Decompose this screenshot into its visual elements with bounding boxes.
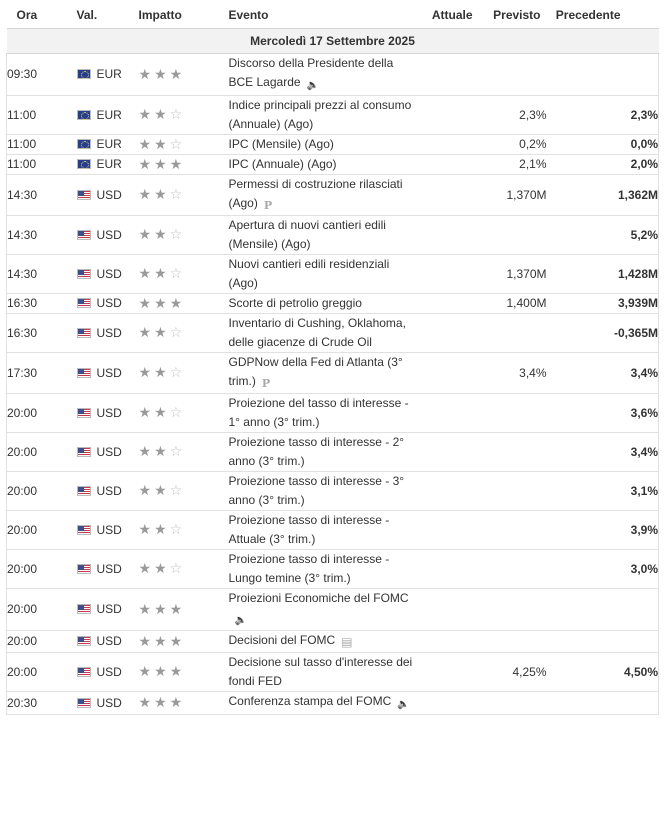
star-filled-icon: ★ — [169, 155, 186, 172]
event-cell[interactable] — [229, 393, 415, 432]
event-previous: 2,0% — [547, 154, 659, 174]
event-cell[interactable] — [229, 652, 415, 691]
event-name[interactable]: Proiezione tasso di interesse - Attuale (3° trim.) — [228, 512, 390, 546]
event-currency: USD — [96, 325, 122, 340]
star-empty-icon: ☆ — [169, 135, 186, 152]
event-row[interactable] — [7, 134, 659, 154]
impact-rating — [139, 588, 229, 630]
event-time: 14:30 — [7, 174, 77, 215]
event-currency: USD — [96, 561, 122, 576]
event-currency: USD — [96, 227, 122, 242]
event-currency: EUR — [96, 107, 122, 122]
event-cell[interactable] — [229, 313, 415, 352]
event-cell[interactable] — [229, 254, 415, 293]
event-actual — [415, 510, 479, 549]
event-name[interactable]: Proiezione tasso di interesse - Lungo temine (3° trim.) — [228, 551, 390, 585]
event-name[interactable]: Indice principali prezzi al consumo (Annuale) (Ago) — [228, 97, 412, 131]
event-previous: 3,6% — [547, 393, 659, 432]
star-filled-icon: ★ — [154, 560, 170, 576]
star-filled-icon: ★ — [154, 324, 170, 340]
event-currency-cell — [77, 510, 139, 549]
star-filled-icon: ★ — [154, 226, 170, 242]
impact-rating — [139, 652, 229, 691]
event-currency-cell — [77, 154, 139, 174]
event-cell[interactable] — [229, 549, 415, 588]
event-currency: USD — [96, 483, 122, 498]
event-currency-cell — [77, 134, 139, 154]
eu-flag-icon — [77, 139, 91, 149]
star-empty-icon: ☆ — [169, 265, 186, 281]
star-filled-icon: ★ — [138, 106, 155, 122]
us-flag-icon — [77, 368, 91, 378]
event-actual — [415, 154, 479, 174]
event-previous — [547, 588, 659, 630]
event-currency: USD — [96, 444, 122, 459]
event-currency: USD — [96, 365, 122, 380]
header-row — [7, 3, 659, 28]
event-actual — [415, 432, 479, 471]
star-filled-icon: ★ — [138, 521, 155, 537]
event-time: 20:00 — [7, 510, 77, 549]
event-currency-cell — [77, 254, 139, 293]
star-filled-icon: ★ — [154, 135, 170, 152]
event-forecast — [479, 691, 547, 714]
speaker-icon[interactable]: 🔈 — [306, 79, 319, 91]
star-filled-icon: ★ — [169, 294, 186, 311]
star-filled-icon: ★ — [169, 632, 186, 649]
event-name[interactable]: IPC (Annuale) (Ago) — [228, 156, 337, 171]
us-flag-icon — [77, 447, 91, 457]
event-forecast: 3,4% — [479, 352, 547, 393]
event-forecast — [479, 510, 547, 549]
event-actual — [415, 630, 479, 652]
event-currency: USD — [96, 296, 122, 310]
us-flag-icon — [77, 698, 91, 708]
event-actual — [415, 393, 479, 432]
event-time: 14:30 — [7, 215, 77, 254]
event-previous: 3,0% — [547, 549, 659, 588]
event-forecast: 1,400M — [479, 293, 547, 313]
star-filled-icon: ★ — [138, 226, 155, 242]
event-previous: 3,4% — [547, 432, 659, 471]
event-currency: USD — [96, 522, 122, 537]
event-actual — [415, 134, 479, 154]
us-flag-icon — [77, 564, 91, 574]
event-currency-cell — [77, 293, 139, 313]
impact-rating — [139, 432, 229, 471]
event-time: 11:00 — [7, 134, 77, 154]
star-filled-icon: ★ — [169, 65, 186, 82]
event-name[interactable]: Proiezioni Economiche del FOMC — [228, 590, 409, 605]
preliminary-icon[interactable]: P — [263, 198, 273, 212]
event-previous — [547, 691, 659, 714]
star-filled-icon: ★ — [138, 632, 155, 649]
star-filled-icon: ★ — [154, 186, 170, 202]
event-time: 11:00 — [7, 154, 77, 174]
star-filled-icon: ★ — [169, 600, 186, 617]
star-empty-icon: ☆ — [169, 404, 186, 420]
eu-flag-icon — [77, 159, 91, 169]
event-time: 17:30 — [7, 352, 77, 393]
star-filled-icon: ★ — [138, 135, 155, 152]
event-row[interactable] — [7, 510, 659, 549]
event-actual — [415, 53, 479, 95]
star-empty-icon: ☆ — [169, 521, 186, 537]
star-filled-icon: ★ — [154, 443, 170, 459]
star-filled-icon: ★ — [154, 482, 170, 498]
header-previous[interactable]: Precedente — [547, 3, 659, 28]
impact-rating — [139, 352, 229, 393]
header-actual[interactable]: Attuale — [415, 3, 479, 28]
event-name[interactable]: Inventario di Cushing, Oklahoma, delle giacenze di Crude Oil — [228, 315, 406, 349]
star-empty-icon: ☆ — [169, 186, 186, 202]
event-name[interactable]: Decisioni del FOMC — [228, 632, 336, 647]
event-forecast: 2,3% — [479, 95, 547, 134]
impact-rating — [139, 510, 229, 549]
event-time: 20:00 — [7, 471, 77, 510]
event-name[interactable]: Permessi di costruzione rilasciati (Ago) — [228, 176, 403, 210]
us-flag-icon — [77, 667, 91, 677]
star-filled-icon: ★ — [138, 364, 155, 380]
event-actual — [415, 652, 479, 691]
event-forecast: 1,370M — [479, 254, 547, 293]
event-row[interactable] — [7, 352, 659, 393]
event-row[interactable] — [7, 393, 659, 432]
event-cell[interactable] — [229, 691, 415, 714]
event-forecast — [479, 53, 547, 95]
star-empty-icon: ☆ — [169, 482, 186, 498]
star-filled-icon: ★ — [154, 106, 170, 122]
event-time: 20:00 — [7, 432, 77, 471]
star-filled-icon: ★ — [138, 324, 155, 340]
event-cell[interactable] — [229, 215, 415, 254]
event-currency: USD — [96, 695, 122, 710]
event-actual — [415, 293, 479, 313]
star-filled-icon: ★ — [138, 482, 155, 498]
star-filled-icon: ★ — [138, 294, 155, 311]
star-filled-icon: ★ — [138, 65, 155, 82]
event-forecast — [479, 588, 547, 630]
event-forecast: 1,370M — [479, 174, 547, 215]
impact-rating — [139, 174, 229, 215]
event-row[interactable] — [7, 652, 659, 691]
event-cell[interactable] — [229, 154, 415, 174]
event-cell[interactable] — [229, 471, 415, 510]
event-previous: 1,428M — [547, 254, 659, 293]
event-currency: USD — [96, 634, 122, 648]
event-row[interactable] — [7, 549, 659, 588]
event-row[interactable] — [7, 471, 659, 510]
event-forecast — [479, 393, 547, 432]
event-forecast — [479, 471, 547, 510]
event-time: 20:30 — [7, 691, 77, 714]
star-filled-icon: ★ — [154, 694, 170, 710]
speaker-icon[interactable]: 🔈 — [397, 698, 410, 710]
header-impact[interactable]: Impatto — [139, 3, 229, 28]
event-currency-cell — [77, 588, 139, 630]
event-currency-cell — [77, 471, 139, 510]
star-filled-icon: ★ — [154, 404, 170, 420]
event-row[interactable] — [7, 313, 659, 352]
star-filled-icon: ★ — [138, 404, 155, 420]
impact-rating — [139, 471, 229, 510]
star-filled-icon: ★ — [154, 600, 170, 617]
star-empty-icon: ☆ — [169, 560, 186, 576]
event-name[interactable]: Discorso della Presidente della BCE Lagarde — [228, 55, 394, 89]
star-empty-icon: ☆ — [169, 106, 186, 122]
event-previous: 5,2% — [547, 215, 659, 254]
date-row — [7, 28, 659, 53]
event-forecast — [479, 313, 547, 352]
event-time: 09:30 — [7, 53, 77, 95]
header-forecast[interactable]: Previsto — [479, 3, 547, 28]
us-flag-icon — [77, 328, 91, 338]
event-currency-cell — [77, 691, 139, 714]
impact-rating — [139, 154, 229, 174]
calendar-table — [6, 3, 659, 715]
event-name[interactable]: Proiezione tasso di interesse - 2° anno (3° trim.) — [228, 434, 405, 468]
event-actual — [415, 313, 479, 352]
event-row[interactable] — [7, 254, 659, 293]
event-name[interactable]: IPC (Mensile) (Ago) — [228, 136, 334, 151]
event-currency: USD — [96, 602, 122, 616]
event-previous: 3,939M — [547, 293, 659, 313]
event-previous: -0,365M — [547, 313, 659, 352]
event-time: 20:00 — [7, 588, 77, 630]
event-currency: USD — [96, 405, 122, 420]
event-time: 20:00 — [7, 652, 77, 691]
impact-rating — [139, 215, 229, 254]
event-forecast — [479, 215, 547, 254]
event-actual — [415, 174, 479, 215]
event-row[interactable] — [7, 432, 659, 471]
event-previous: 3,1% — [547, 471, 659, 510]
impact-rating — [139, 630, 229, 652]
event-cell[interactable] — [229, 134, 415, 154]
event-cell[interactable] — [229, 174, 415, 215]
star-filled-icon: ★ — [154, 294, 170, 311]
us-flag-icon — [77, 269, 91, 279]
event-actual — [415, 352, 479, 393]
event-cell[interactable] — [229, 588, 415, 630]
star-filled-icon: ★ — [138, 265, 155, 281]
star-empty-icon: ☆ — [169, 226, 186, 242]
us-flag-icon — [77, 604, 91, 614]
event-cell[interactable] — [229, 630, 415, 652]
event-row[interactable] — [7, 154, 659, 174]
event-actual — [415, 95, 479, 134]
event-currency: EUR — [96, 67, 122, 81]
event-forecast — [479, 432, 547, 471]
event-time: 16:30 — [7, 293, 77, 313]
star-filled-icon: ★ — [138, 694, 155, 710]
event-row[interactable] — [7, 293, 659, 313]
event-time: 11:00 — [7, 95, 77, 134]
event-cell[interactable] — [229, 432, 415, 471]
date-label: Mercoledì 17 Settembre 2025 — [7, 28, 659, 53]
star-filled-icon: ★ — [138, 560, 155, 576]
event-time: 20:00 — [7, 549, 77, 588]
star-filled-icon: ★ — [169, 694, 186, 710]
event-row[interactable] — [7, 95, 659, 134]
event-row[interactable] — [7, 174, 659, 215]
event-row[interactable] — [7, 215, 659, 254]
event-time: 20:00 — [7, 393, 77, 432]
star-filled-icon: ★ — [138, 155, 155, 172]
event-previous: 4,50% — [547, 652, 659, 691]
star-filled-icon: ★ — [138, 600, 155, 617]
event-currency-cell — [77, 652, 139, 691]
impact-rating — [139, 393, 229, 432]
star-empty-icon: ☆ — [169, 443, 186, 459]
event-row[interactable] — [7, 588, 659, 630]
event-forecast: 2,1% — [479, 154, 547, 174]
event-previous: 0,0% — [547, 134, 659, 154]
event-forecast: 0,2% — [479, 134, 547, 154]
impact-rating — [139, 53, 229, 95]
event-actual — [415, 549, 479, 588]
event-currency: EUR — [96, 157, 122, 171]
eu-flag-icon — [77, 110, 91, 120]
event-row[interactable] — [7, 630, 659, 652]
event-previous: 3,4% — [547, 352, 659, 393]
event-forecast — [479, 549, 547, 588]
eu-flag-icon — [77, 69, 91, 79]
event-name[interactable]: Decisione sul tasso d'interesse dei fondi FED — [228, 654, 413, 688]
event-name[interactable]: Scorte di petrolio greggio — [228, 295, 362, 310]
event-row[interactable] — [7, 691, 659, 714]
preliminary-icon[interactable]: P — [261, 376, 271, 390]
event-actual — [415, 471, 479, 510]
event-currency: USD — [96, 266, 122, 281]
impact-rating — [139, 95, 229, 134]
star-filled-icon: ★ — [154, 632, 170, 649]
star-empty-icon: ☆ — [169, 324, 186, 340]
event-time: 20:00 — [7, 630, 77, 652]
event-currency-cell — [77, 313, 139, 352]
star-filled-icon: ★ — [138, 663, 155, 679]
impact-rating — [139, 691, 229, 714]
event-currency-cell — [77, 215, 139, 254]
event-name[interactable]: Proiezione del tasso di interesse - 1° anno (3° trim.) — [228, 395, 409, 429]
event-previous — [547, 630, 659, 652]
star-filled-icon: ★ — [138, 186, 155, 202]
event-currency-cell — [77, 352, 139, 393]
event-actual — [415, 691, 479, 714]
header-currency[interactable]: Val. — [77, 3, 139, 28]
event-previous: 2,3% — [547, 95, 659, 134]
star-filled-icon: ★ — [154, 265, 170, 281]
us-flag-icon — [77, 190, 91, 200]
event-time: 16:30 — [7, 313, 77, 352]
impact-rating — [139, 134, 229, 154]
us-flag-icon — [77, 408, 91, 418]
speaker-icon[interactable]: 🔈 — [234, 614, 247, 626]
star-filled-icon: ★ — [154, 364, 170, 380]
event-cell[interactable] — [229, 95, 415, 134]
event-forecast — [479, 630, 547, 652]
us-flag-icon — [77, 230, 91, 240]
us-flag-icon — [77, 525, 91, 535]
star-filled-icon: ★ — [154, 521, 170, 537]
event-cell[interactable] — [229, 53, 415, 95]
event-row[interactable] — [7, 53, 659, 95]
event-name[interactable]: Conferenza stampa del FOMC — [228, 693, 392, 708]
event-currency-cell — [77, 393, 139, 432]
star-filled-icon: ★ — [154, 155, 170, 172]
event-cell[interactable] — [229, 293, 415, 313]
star-filled-icon: ★ — [154, 663, 170, 679]
event-cell[interactable] — [229, 510, 415, 549]
impact-rating — [139, 254, 229, 293]
impact-rating — [139, 293, 229, 313]
event-previous: 1,362M — [547, 174, 659, 215]
header-time[interactable]: Ora — [7, 3, 77, 28]
star-filled-icon: ★ — [169, 663, 186, 679]
us-flag-icon — [77, 636, 91, 646]
event-previous: 3,9% — [547, 510, 659, 549]
event-name[interactable]: GDPNow della Fed di Atlanta (3° trim.) — [228, 354, 403, 388]
star-empty-icon: ☆ — [169, 364, 186, 380]
star-filled-icon: ★ — [154, 65, 170, 82]
event-actual — [415, 588, 479, 630]
event-actual — [415, 215, 479, 254]
event-previous — [547, 53, 659, 95]
us-flag-icon — [77, 486, 91, 496]
event-currency-cell — [77, 174, 139, 215]
event-currency: EUR — [96, 137, 122, 151]
header-event[interactable]: Evento — [229, 3, 415, 28]
event-currency-cell — [77, 549, 139, 588]
event-currency-cell — [77, 95, 139, 134]
event-name[interactable]: Apertura di nuovi cantieri edili (Mensile) (Ago) — [228, 217, 386, 251]
event-cell[interactable] — [229, 352, 415, 393]
event-currency: USD — [96, 664, 122, 679]
event-currency: USD — [96, 187, 122, 202]
event-time: 14:30 — [7, 254, 77, 293]
event-name[interactable]: Proiezione tasso di interesse - 3° anno (3° trim.) — [228, 473, 405, 507]
impact-rating — [139, 549, 229, 588]
star-filled-icon: ★ — [138, 443, 155, 459]
event-name[interactable]: Nuovi cantieri edili residenziali (Ago) — [228, 256, 390, 290]
event-actual — [415, 254, 479, 293]
event-forecast: 4,25% — [479, 652, 547, 691]
impact-rating — [139, 313, 229, 352]
document-icon[interactable]: ▤ — [341, 634, 353, 649]
event-currency-cell — [77, 53, 139, 95]
event-currency-cell — [77, 432, 139, 471]
us-flag-icon — [77, 298, 91, 308]
event-currency-cell — [77, 630, 139, 652]
